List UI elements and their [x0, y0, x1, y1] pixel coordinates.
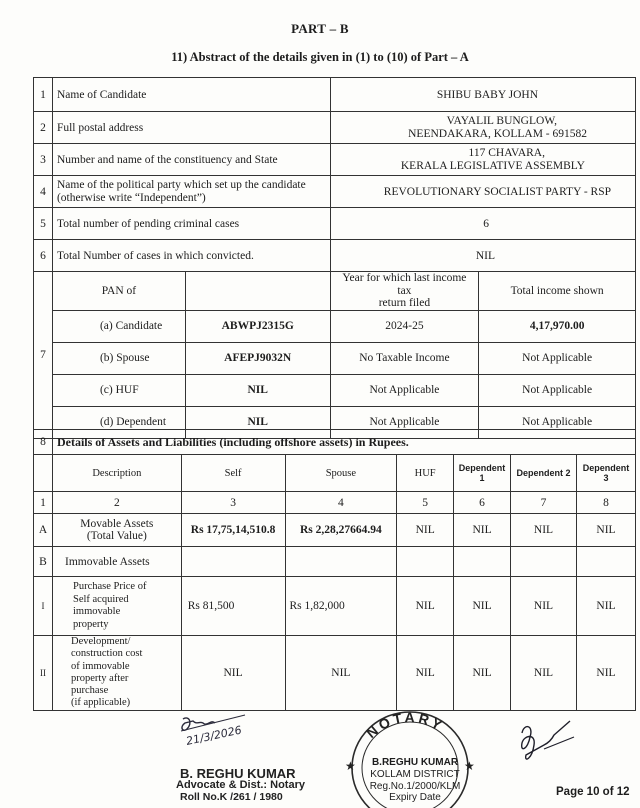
row-number: 3	[34, 144, 53, 176]
pan-year: Not Applicable	[330, 406, 479, 438]
col-huf: HUF	[397, 455, 454, 492]
seal-arc-text	[363, 709, 447, 741]
table-row	[34, 342, 636, 374]
pan-who: (b) Spouse	[52, 342, 185, 374]
pan-who: (c) HUF	[52, 374, 185, 406]
pan-number: AFEPJ9032N	[185, 342, 330, 374]
party-label-line-1: Name of the political party which set up the candidate	[56, 179, 306, 191]
movable-dep2: NIL	[511, 514, 577, 547]
row-value: REVOLUTIONARY SOCIALIST PARTY - RSP	[330, 176, 635, 208]
col-number: 4	[285, 492, 397, 514]
signature-date: 21/3/2026	[184, 723, 243, 748]
purchase-spouse: Rs 1,82,000	[285, 577, 397, 636]
purchase-desc	[52, 577, 181, 636]
purchase-desc-line-4: property	[72, 618, 109, 630]
development-dep2: NIL	[511, 636, 577, 711]
cell-blank	[397, 547, 454, 577]
pan-number: NIL	[185, 406, 330, 438]
address-line-1: VAYALIL BUNGLOW,	[446, 115, 557, 127]
purchase-desc-line-3: immovable	[72, 606, 121, 617]
row-label: Total number of pending criminal cases	[52, 208, 330, 240]
year-header	[330, 272, 479, 311]
immovable-desc: Immovable Assets	[52, 547, 181, 577]
movable-dep3: NIL	[576, 514, 635, 547]
table-row	[34, 112, 636, 144]
advocate-name: B. REGHU KUMAR	[180, 766, 296, 781]
row-number: 7	[34, 272, 53, 439]
seal-arc-path: NOTARY	[363, 709, 448, 742]
movable-self: Rs 17,75,14,510.8	[181, 514, 285, 547]
row-label	[52, 176, 330, 208]
row-id: II	[34, 636, 53, 711]
seal-star-right: ★	[464, 759, 475, 773]
purchase-dep1: NIL	[454, 577, 511, 636]
row-value	[330, 144, 635, 176]
pan-number: ABWPJ2315G	[185, 310, 330, 342]
row-number: 1	[34, 78, 53, 112]
movable-spouse: Rs 2,28,27664.94	[285, 514, 397, 547]
pan-year: 2024-25	[330, 310, 479, 342]
table-row	[34, 455, 636, 492]
pan-income: Not Applicable	[479, 374, 636, 406]
movable-desc-line-2: (Total Value)	[86, 530, 147, 542]
row-label: Total Number of cases in which convicted.	[52, 240, 330, 272]
year-header-line-1: Year for which last income tax	[342, 272, 467, 297]
col-dependent-2: Dependent 2	[511, 455, 577, 492]
cell-blank	[285, 547, 397, 577]
col-description: Description	[52, 455, 181, 492]
seal-reg-no: Reg.No.1/2000/KLM	[369, 781, 461, 792]
col-number: 1	[34, 492, 53, 514]
table-row	[34, 577, 636, 636]
col-dependent-3: Dependent 3	[576, 455, 635, 492]
candidate-summary-table	[33, 77, 636, 439]
row-label: Full postal address	[52, 112, 330, 144]
development-spouse: NIL	[285, 636, 397, 711]
development-desc-line-4: property after	[70, 672, 129, 684]
col-number: 5	[397, 492, 454, 514]
table-row	[34, 176, 636, 208]
table-row	[34, 374, 636, 406]
purchase-dep2: NIL	[511, 577, 577, 636]
table-row	[34, 208, 636, 240]
development-desc-line-6: (if applicable)	[70, 697, 131, 709]
seal-expiry: Expiry Date	[389, 792, 441, 803]
pan-income: Not Applicable	[479, 342, 636, 374]
abstract-subtitle: 11) Abstract of the details given in (1) to (10) of Part – A	[171, 50, 469, 64]
development-desc	[52, 636, 181, 711]
year-header-line-2: return filed	[378, 297, 431, 309]
row-value: NIL	[330, 240, 635, 272]
row-number: 4	[34, 176, 53, 208]
row-label: Name of Candidate	[52, 78, 330, 112]
movable-desc-line-1: Movable Assets	[80, 517, 154, 530]
development-desc-line-1: Development/	[70, 636, 131, 647]
row-id: I	[34, 577, 53, 636]
row-number: 2	[34, 112, 53, 144]
development-desc-line-2: construction cost	[70, 648, 143, 660]
handwritten-signature	[175, 713, 270, 753]
purchase-dep3: NIL	[576, 577, 635, 636]
cell-blank	[454, 547, 511, 577]
pan-header-blank	[185, 272, 330, 311]
seal-star-left: ★	[345, 759, 356, 773]
table-row	[34, 492, 636, 514]
row-label: Number and name of the constituency and State	[52, 144, 330, 176]
candidate-signature	[514, 715, 584, 770]
pan-label: PAN of	[52, 272, 185, 311]
development-desc-line-5: purchase	[70, 685, 109, 697]
development-desc-line-3: of immovable	[70, 660, 130, 672]
row-id: A	[34, 514, 53, 547]
row-id: B	[34, 547, 53, 577]
table-row	[34, 78, 636, 112]
assets-title: Details of Assets and Liabilities (including offshore assets) in Rupees.	[52, 430, 635, 455]
table-row	[34, 144, 636, 176]
seal-district: KOLLAM DISTRICT	[370, 769, 460, 780]
address-line-2: NEENDAKARA, KOLLAM - 691582	[408, 127, 587, 140]
table-row	[34, 430, 636, 455]
advocate-roll: Roll No.K /261 / 1980	[180, 791, 283, 803]
col-dependent-1: Dependent 1	[454, 455, 511, 492]
constituency-line-2: KERALA LEGISLATIVE ASSEMBLY	[400, 159, 585, 172]
purchase-huf: NIL	[397, 577, 454, 636]
income-header: Total income shown	[479, 272, 636, 311]
movable-dep1: NIL	[454, 514, 511, 547]
table-row	[34, 310, 636, 342]
row-number: 8	[34, 430, 53, 455]
pan-who: (d) Dependent	[52, 406, 185, 438]
row-value: 6	[330, 208, 635, 240]
col-number: 2	[52, 492, 181, 514]
development-self: NIL	[181, 636, 285, 711]
col-self: Self	[181, 455, 285, 492]
col-number: 3	[181, 492, 285, 514]
pan-year: Not Applicable	[330, 374, 479, 406]
purchase-desc-line-1: Purchase Price of	[72, 581, 147, 592]
row-value	[330, 112, 635, 144]
development-dep1: NIL	[454, 636, 511, 711]
seal-name: B.REGHU KUMAR	[371, 757, 459, 768]
purchase-self: Rs 81,500	[181, 577, 285, 636]
table-row	[34, 547, 636, 577]
row-number: 5	[34, 208, 53, 240]
cell-blank	[181, 547, 285, 577]
col-number: 6	[454, 492, 511, 514]
movable-huf: NIL	[397, 514, 454, 547]
row-number: 6	[34, 240, 53, 272]
page-number: Page 10 of 12	[556, 786, 630, 798]
part-heading: PART – B	[291, 21, 349, 36]
pan-year: No Taxable Income	[330, 342, 479, 374]
col-spouse: Spouse	[285, 455, 397, 492]
row-value: SHIBU BABY JOHN	[330, 78, 635, 112]
pan-who: (a) Candidate	[52, 310, 185, 342]
col-number: 7	[511, 492, 577, 514]
cell-blank	[576, 547, 635, 577]
advocate-title: Advocate & Dist.: Notary	[176, 779, 305, 791]
assets-table	[33, 429, 636, 711]
cell-blank	[511, 547, 577, 577]
development-huf: NIL	[397, 636, 454, 711]
party-label-line-2: (otherwise write “Independent”)	[56, 191, 206, 204]
pan-income: 4,17,970.00	[479, 310, 636, 342]
purchase-desc-line-2: Self acquired	[72, 593, 129, 605]
pan-number: NIL	[185, 374, 330, 406]
header-blank	[34, 455, 53, 492]
movable-desc	[52, 514, 181, 547]
table-row	[34, 272, 636, 311]
table-row	[34, 240, 636, 272]
col-number: 8	[576, 492, 635, 514]
table-row	[34, 514, 636, 547]
development-dep3: NIL	[576, 636, 635, 711]
constituency-line-1: 117 CHAVARA,	[468, 147, 545, 159]
pan-income: Not Applicable	[479, 406, 636, 438]
